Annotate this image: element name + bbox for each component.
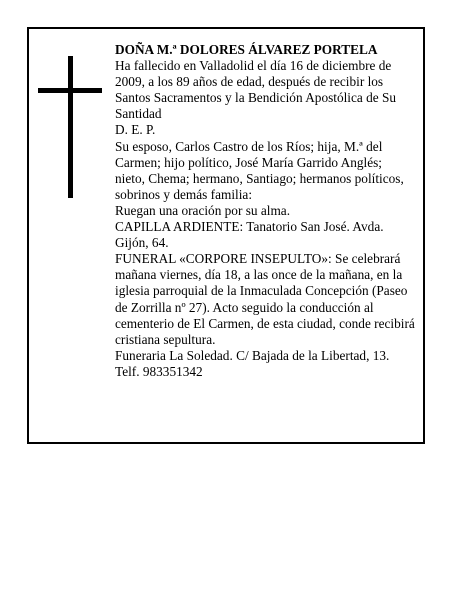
notice-text [115,42,415,380]
cross-horizontal-bar [38,88,102,93]
prayer-request: Ruegan una oración por su alma. [115,202,291,218]
cross-vertical-bar [68,56,73,198]
rip-line: D. E. P. [115,122,156,138]
funeral-info: FUNERAL «CORPORE INSEPULTO»: Se celebrará mañana viernes, día 18, a las once de la mañana, en la iglesia parroquial de la Inmaculada Concepción (Paseo de Zorrilla nº 27). Acto seguido la conducción al cementerio de El Carmen, de esta ciudad, conde recibirá cristiana sepultura. [115,251,415,347]
death-announcement: Ha fallecido en Valladolid el día 16 de diciembre de 2009, a los 89 años de edad, después de recibir los Santos Sacramentos y la Bendición Apostólica de Su Santidad [115,58,397,122]
family-line: Su esposo, Carlos Castro de los Ríos; hija, M.ª del Carmen; hijo político, José María Garrido Anglés; nieto, Chema; hermano, Santiago; hermanos políticos, sobrinos y demás familia: [115,138,404,202]
obituary-notice [27,27,425,444]
deceased-name: DOÑA M.ª DOLORES ÁLVAREZ PORTELA [115,42,378,57]
funeral-home-info: Funeraria La Soledad. C/ Bajada de la Libertad, 13. Telf. 983351342 [115,347,390,379]
chapel-info: CAPILLA ARDIENTE: Tanatorio San José. Avda. Gijón, 64. [115,219,384,251]
